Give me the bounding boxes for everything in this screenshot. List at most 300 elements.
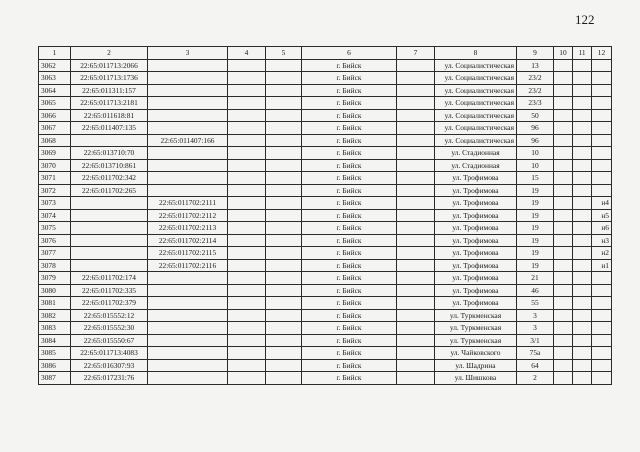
cell-premises-number xyxy=(592,297,612,310)
cell-empty xyxy=(573,184,592,197)
cell-premises-number: н4 xyxy=(592,197,612,210)
table-row xyxy=(39,59,612,72)
cell-empty xyxy=(266,197,302,210)
cell-row-number: 3071 xyxy=(39,172,71,185)
cell-city: г. Бийск xyxy=(302,159,397,172)
cell-city: г. Бийск xyxy=(302,297,397,310)
cell-empty xyxy=(554,147,573,160)
cell-city: г. Бийск xyxy=(302,172,397,185)
cell-street: ул. Трофимова xyxy=(435,184,517,197)
cell-premises-cadastral-number xyxy=(148,122,228,135)
cell-empty xyxy=(228,97,266,110)
cell-empty xyxy=(573,272,592,285)
table-row xyxy=(39,72,612,85)
cell-premises-cadastral-number xyxy=(148,334,228,347)
cell-city: г. Бийск xyxy=(302,234,397,247)
cell-premises-number xyxy=(592,147,612,160)
cell-premises-number xyxy=(592,309,612,322)
cell-empty xyxy=(397,84,435,97)
cell-street: ул. Трофимова xyxy=(435,197,517,210)
cell-premises-cadastral-number xyxy=(148,159,228,172)
cell-empty xyxy=(397,359,435,372)
cell-premises-cadastral-number: 22:65:011702:2111 xyxy=(148,197,228,210)
cell-empty xyxy=(573,72,592,85)
cell-empty xyxy=(228,59,266,72)
table-body xyxy=(39,59,612,384)
cell-empty xyxy=(397,197,435,210)
cell-empty xyxy=(573,309,592,322)
cell-house-number: 96 xyxy=(517,122,554,135)
cell-street: ул. Туркменская xyxy=(435,309,517,322)
table-row xyxy=(39,97,612,110)
cell-city: г. Бийск xyxy=(302,347,397,360)
cell-premises-cadastral-number: 22:65:011702:2116 xyxy=(148,259,228,272)
cell-house-number: 10 xyxy=(517,159,554,172)
cell-cadastral-number: 22:65:013710:70 xyxy=(71,147,148,160)
cell-empty xyxy=(228,122,266,135)
cell-empty xyxy=(554,197,573,210)
column-header: 12 xyxy=(592,47,612,60)
cell-house-number: 3/1 xyxy=(517,334,554,347)
cell-premises-number: н1 xyxy=(592,259,612,272)
cell-premises-number: н3 xyxy=(592,234,612,247)
cell-empty xyxy=(266,372,302,385)
column-header: 6 xyxy=(302,47,397,60)
cell-street: ул. Шишкова xyxy=(435,372,517,385)
cell-city: г. Бийск xyxy=(302,209,397,222)
cell-cadastral-number: 22:65:011407:135 xyxy=(71,122,148,135)
cell-row-number: 3086 xyxy=(39,359,71,372)
cell-empty xyxy=(397,284,435,297)
cell-house-number: 19 xyxy=(517,247,554,260)
table-row xyxy=(39,347,612,360)
cell-premises-number xyxy=(592,134,612,147)
cell-empty xyxy=(266,97,302,110)
cell-empty xyxy=(397,172,435,185)
cell-empty xyxy=(554,309,573,322)
cell-row-number: 3087 xyxy=(39,372,71,385)
cell-house-number: 2 xyxy=(517,372,554,385)
cell-empty xyxy=(573,134,592,147)
cell-empty xyxy=(266,247,302,260)
cell-empty xyxy=(554,334,573,347)
cell-street: ул. Туркменская xyxy=(435,322,517,335)
cell-empty xyxy=(554,222,573,235)
cell-empty xyxy=(554,297,573,310)
cell-empty xyxy=(228,159,266,172)
cell-house-number: 3 xyxy=(517,322,554,335)
cell-empty xyxy=(228,172,266,185)
cell-row-number: 3074 xyxy=(39,209,71,222)
cell-empty xyxy=(228,222,266,235)
table-row xyxy=(39,259,612,272)
cell-premises-number xyxy=(592,97,612,110)
table-row xyxy=(39,309,612,322)
cell-empty xyxy=(266,134,302,147)
cell-empty xyxy=(228,259,266,272)
cell-cadastral-number: 22:65:011702:342 xyxy=(71,172,148,185)
cell-premises-number xyxy=(592,184,612,197)
cell-premises-cadastral-number xyxy=(148,109,228,122)
cell-house-number: 55 xyxy=(517,297,554,310)
cell-city: г. Бийск xyxy=(302,84,397,97)
cell-house-number: 23/2 xyxy=(517,72,554,85)
cell-empty xyxy=(554,234,573,247)
table-row xyxy=(39,359,612,372)
cell-empty xyxy=(573,372,592,385)
column-header: 7 xyxy=(397,47,435,60)
cell-house-number: 23/3 xyxy=(517,97,554,110)
column-header: 11 xyxy=(573,47,592,60)
cell-empty xyxy=(573,322,592,335)
cell-house-number: 19 xyxy=(517,259,554,272)
cell-empty xyxy=(554,272,573,285)
cell-house-number: 75а xyxy=(517,347,554,360)
cell-empty xyxy=(573,172,592,185)
cell-empty xyxy=(397,259,435,272)
cell-row-number: 3079 xyxy=(39,272,71,285)
column-header: 3 xyxy=(148,47,228,60)
cell-cadastral-number: 22:65:011702:174 xyxy=(71,272,148,285)
cell-row-number: 3065 xyxy=(39,97,71,110)
cell-city: г. Бийск xyxy=(302,247,397,260)
cell-premises-number xyxy=(592,347,612,360)
table-row xyxy=(39,247,612,260)
cell-house-number: 15 xyxy=(517,172,554,185)
cell-row-number: 3076 xyxy=(39,234,71,247)
cell-street: ул. Чайковского xyxy=(435,347,517,360)
table-row xyxy=(39,234,612,247)
cell-premises-number xyxy=(592,172,612,185)
cell-empty xyxy=(554,184,573,197)
cell-row-number: 3085 xyxy=(39,347,71,360)
table-row xyxy=(39,122,612,135)
table-row xyxy=(39,109,612,122)
cell-city: г. Бийск xyxy=(302,284,397,297)
cell-street: ул. Трофимова xyxy=(435,172,517,185)
cell-city: г. Бийск xyxy=(302,147,397,160)
cell-empty xyxy=(266,147,302,160)
cell-cadastral-number xyxy=(71,259,148,272)
cell-house-number: 19 xyxy=(517,197,554,210)
column-header: 1 xyxy=(39,47,71,60)
cell-premises-cadastral-number xyxy=(148,59,228,72)
cell-empty xyxy=(397,297,435,310)
cell-empty xyxy=(554,159,573,172)
cell-empty xyxy=(266,159,302,172)
cell-empty xyxy=(266,359,302,372)
cell-empty xyxy=(228,297,266,310)
cell-empty xyxy=(573,234,592,247)
cell-empty xyxy=(573,109,592,122)
cell-city: г. Бийск xyxy=(302,372,397,385)
cell-empty xyxy=(573,209,592,222)
cell-empty xyxy=(573,347,592,360)
cell-empty xyxy=(554,134,573,147)
cell-empty xyxy=(228,109,266,122)
cell-empty xyxy=(554,72,573,85)
cell-cadastral-number: 22:65:011713:2066 xyxy=(71,59,148,72)
cell-empty xyxy=(554,97,573,110)
cell-premises-number xyxy=(592,159,612,172)
cell-street: ул. Социалистическая xyxy=(435,97,517,110)
table-row xyxy=(39,297,612,310)
cell-cadastral-number: 22:65:016307:93 xyxy=(71,359,148,372)
cell-empty xyxy=(554,109,573,122)
cell-street: ул. Трофимова xyxy=(435,209,517,222)
cell-city: г. Бийск xyxy=(302,184,397,197)
cell-empty xyxy=(554,59,573,72)
cell-cadastral-number xyxy=(71,247,148,260)
cell-house-number: 23/2 xyxy=(517,84,554,97)
cell-empty xyxy=(397,134,435,147)
cell-cadastral-number: 22:65:011618:81 xyxy=(71,109,148,122)
cell-row-number: 3082 xyxy=(39,309,71,322)
cell-empty xyxy=(397,334,435,347)
cell-premises-cadastral-number xyxy=(148,84,228,97)
cell-premises-number xyxy=(592,72,612,85)
cell-empty xyxy=(397,234,435,247)
table-row xyxy=(39,172,612,185)
table-row xyxy=(39,322,612,335)
cell-cadastral-number: 22:65:011713:4083 xyxy=(71,347,148,360)
cell-premises-number xyxy=(592,334,612,347)
cell-street: ул. Стадионная xyxy=(435,147,517,160)
cell-empty xyxy=(554,259,573,272)
cell-empty xyxy=(266,259,302,272)
header-row xyxy=(39,47,612,60)
cell-premises-cadastral-number xyxy=(148,309,228,322)
cell-empty xyxy=(397,309,435,322)
table-row xyxy=(39,84,612,97)
cell-empty xyxy=(228,72,266,85)
table-row xyxy=(39,222,612,235)
cell-house-number: 19 xyxy=(517,234,554,247)
cell-cadastral-number: 22:65:013710:861 xyxy=(71,159,148,172)
table-row xyxy=(39,159,612,172)
table-row xyxy=(39,134,612,147)
cell-premises-number xyxy=(592,322,612,335)
cell-empty xyxy=(397,72,435,85)
cell-premises-number xyxy=(592,109,612,122)
cell-empty xyxy=(228,309,266,322)
cell-house-number: 19 xyxy=(517,209,554,222)
cell-empty xyxy=(228,147,266,160)
cell-house-number: 19 xyxy=(517,184,554,197)
cell-row-number: 3068 xyxy=(39,134,71,147)
cell-premises-cadastral-number xyxy=(148,284,228,297)
cell-empty xyxy=(397,109,435,122)
cell-premises-cadastral-number xyxy=(148,359,228,372)
cell-row-number: 3083 xyxy=(39,322,71,335)
cell-street: ул. Трофимова xyxy=(435,222,517,235)
cell-empty xyxy=(266,284,302,297)
table-row xyxy=(39,197,612,210)
cell-premises-cadastral-number xyxy=(148,322,228,335)
cell-empty xyxy=(266,209,302,222)
cell-house-number: 46 xyxy=(517,284,554,297)
cell-empty xyxy=(228,184,266,197)
cell-row-number: 3081 xyxy=(39,297,71,310)
cell-street: ул. Социалистическая xyxy=(435,109,517,122)
cell-premises-number xyxy=(592,84,612,97)
cell-city: г. Бийск xyxy=(302,97,397,110)
cell-empty xyxy=(397,322,435,335)
cell-empty xyxy=(228,372,266,385)
cell-row-number: 3064 xyxy=(39,84,71,97)
column-header: 8 xyxy=(435,47,517,60)
cell-city: г. Бийск xyxy=(302,72,397,85)
cell-empty xyxy=(266,72,302,85)
cell-row-number: 3072 xyxy=(39,184,71,197)
column-header: 5 xyxy=(266,47,302,60)
cell-empty xyxy=(573,334,592,347)
cell-city: г. Бийск xyxy=(302,309,397,322)
cell-empty xyxy=(266,122,302,135)
cell-cadastral-number: 22:65:011311:157 xyxy=(71,84,148,97)
cell-empty xyxy=(397,97,435,110)
column-header: 9 xyxy=(517,47,554,60)
cell-city: г. Бийск xyxy=(302,109,397,122)
cell-empty xyxy=(266,272,302,285)
cell-premises-number xyxy=(592,359,612,372)
cell-house-number: 96 xyxy=(517,134,554,147)
cell-cadastral-number: 22:65:011713:2181 xyxy=(71,97,148,110)
cell-city: г. Бийск xyxy=(302,134,397,147)
cell-street: ул. Шадрина xyxy=(435,359,517,372)
cell-empty xyxy=(573,247,592,260)
cell-city: г. Бийск xyxy=(302,59,397,72)
cell-house-number: 19 xyxy=(517,222,554,235)
cell-empty xyxy=(228,197,266,210)
cell-empty xyxy=(266,184,302,197)
cell-empty xyxy=(573,122,592,135)
column-header: 4 xyxy=(228,47,266,60)
cell-empty xyxy=(397,159,435,172)
cell-street: ул. Социалистическая xyxy=(435,59,517,72)
cell-empty xyxy=(228,359,266,372)
cell-empty xyxy=(397,272,435,285)
cell-cadastral-number: 22:65:017231:76 xyxy=(71,372,148,385)
cell-empty xyxy=(266,222,302,235)
cell-row-number: 3070 xyxy=(39,159,71,172)
cell-empty xyxy=(397,222,435,235)
table-row xyxy=(39,284,612,297)
cell-premises-number xyxy=(592,284,612,297)
cell-empty xyxy=(554,209,573,222)
cell-premises-number xyxy=(592,59,612,72)
cell-premises-cadastral-number: 22:65:011702:2115 xyxy=(148,247,228,260)
cell-premises-cadastral-number xyxy=(148,97,228,110)
cell-cadastral-number xyxy=(71,222,148,235)
cell-empty xyxy=(228,334,266,347)
cell-street: ул. Социалистическая xyxy=(435,72,517,85)
cell-cadastral-number: 22:65:011702:335 xyxy=(71,284,148,297)
cell-street: ул. Стадионная xyxy=(435,159,517,172)
cell-house-number: 64 xyxy=(517,359,554,372)
column-header: 2 xyxy=(71,47,148,60)
cell-empty xyxy=(554,322,573,335)
cell-house-number: 13 xyxy=(517,59,554,72)
cell-premises-cadastral-number xyxy=(148,184,228,197)
cell-empty xyxy=(228,322,266,335)
cell-empty xyxy=(573,222,592,235)
cell-empty xyxy=(573,147,592,160)
table-row xyxy=(39,272,612,285)
cell-row-number: 3063 xyxy=(39,72,71,85)
cell-empty xyxy=(228,272,266,285)
cell-empty xyxy=(397,184,435,197)
cell-empty xyxy=(228,247,266,260)
cell-empty xyxy=(554,122,573,135)
cell-cadastral-number xyxy=(71,209,148,222)
cell-row-number: 3066 xyxy=(39,109,71,122)
cell-premises-cadastral-number xyxy=(148,372,228,385)
cell-row-number: 3069 xyxy=(39,147,71,160)
cell-empty xyxy=(397,347,435,360)
cell-empty xyxy=(266,172,302,185)
cell-city: г. Бийск xyxy=(302,259,397,272)
cell-premises-cadastral-number xyxy=(148,272,228,285)
cell-row-number: 3067 xyxy=(39,122,71,135)
cell-row-number: 3062 xyxy=(39,59,71,72)
cell-street: ул. Трофимова xyxy=(435,272,517,285)
cell-empty xyxy=(397,372,435,385)
cell-city: г. Бийск xyxy=(302,272,397,285)
cell-city: г. Бийск xyxy=(302,197,397,210)
cell-cadastral-number xyxy=(71,134,148,147)
table-row xyxy=(39,372,612,385)
cell-cadastral-number: 22:65:011702:265 xyxy=(71,184,148,197)
cell-city: г. Бийск xyxy=(302,222,397,235)
cell-house-number: 21 xyxy=(517,272,554,285)
cell-house-number: 3 xyxy=(517,309,554,322)
cell-empty xyxy=(397,59,435,72)
cell-street: ул. Социалистическая xyxy=(435,84,517,97)
cell-house-number: 50 xyxy=(517,109,554,122)
table-row xyxy=(39,334,612,347)
cell-city: г. Бийск xyxy=(302,122,397,135)
cell-house-number: 10 xyxy=(517,147,554,160)
cell-cadastral-number: 22:65:011713:1736 xyxy=(71,72,148,85)
cell-empty xyxy=(266,309,302,322)
cell-empty xyxy=(554,84,573,97)
cell-empty xyxy=(397,209,435,222)
cell-premises-number xyxy=(592,122,612,135)
cell-premises-cadastral-number xyxy=(148,297,228,310)
cell-cadastral-number xyxy=(71,197,148,210)
registry-table xyxy=(38,46,612,385)
cell-empty xyxy=(554,284,573,297)
cell-empty xyxy=(554,172,573,185)
cell-empty xyxy=(266,347,302,360)
table-row xyxy=(39,209,612,222)
cell-empty xyxy=(573,159,592,172)
cell-empty xyxy=(554,247,573,260)
cell-empty xyxy=(573,59,592,72)
cell-city: г. Бийск xyxy=(302,334,397,347)
cell-empty xyxy=(573,197,592,210)
cell-row-number: 3078 xyxy=(39,259,71,272)
cell-street: ул. Социалистическая xyxy=(435,134,517,147)
cell-empty xyxy=(554,359,573,372)
cell-premises-cadastral-number xyxy=(148,172,228,185)
cell-cadastral-number xyxy=(71,234,148,247)
cell-empty xyxy=(228,284,266,297)
cell-city: г. Бийск xyxy=(302,322,397,335)
cell-premises-cadastral-number: 22:65:011407:166 xyxy=(148,134,228,147)
cell-street: ул. Трофимова xyxy=(435,234,517,247)
